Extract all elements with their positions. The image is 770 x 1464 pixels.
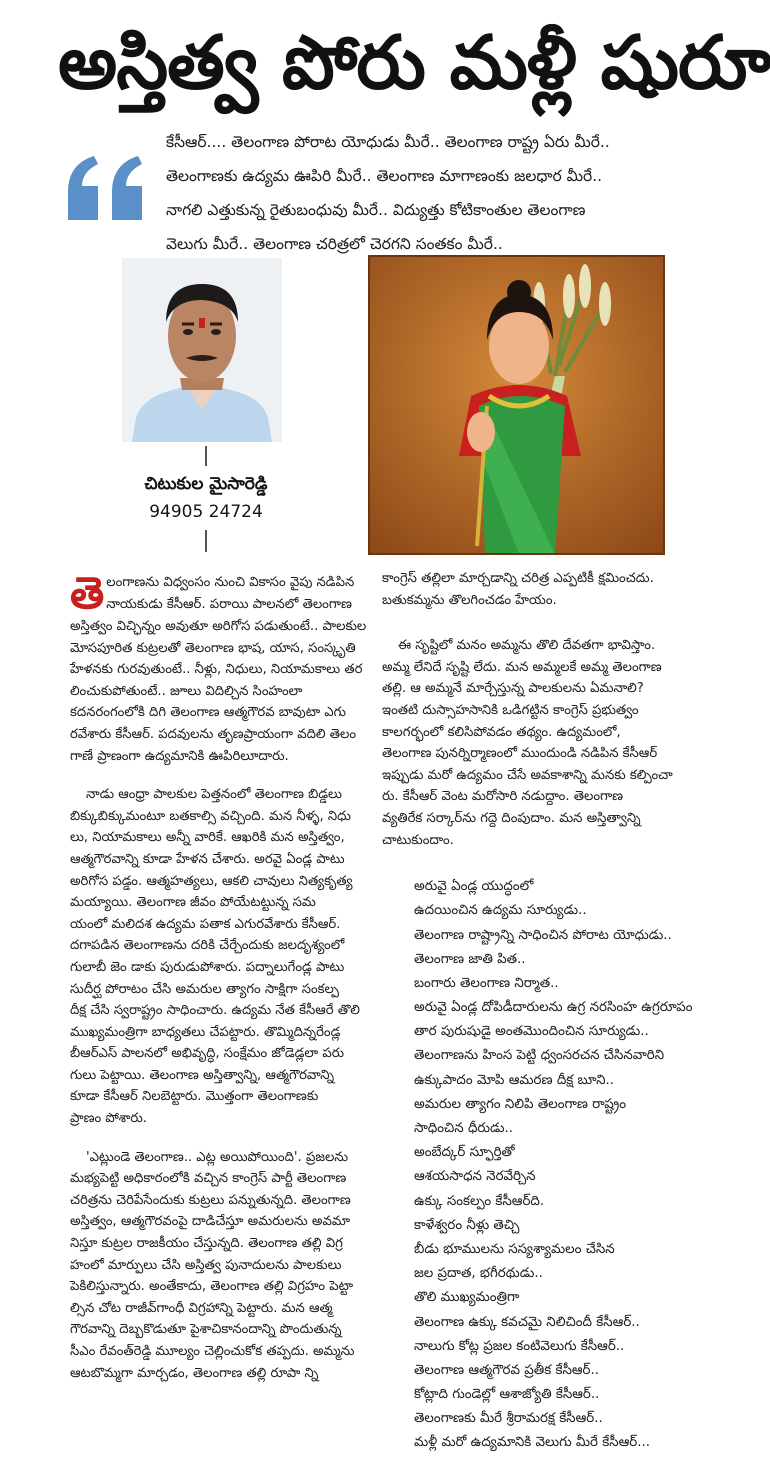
quotation-mark-icon	[64, 150, 150, 226]
text-line: బీఆర్ఎస్ పాలనలో అభివృద్ధి, సంక్షేమం జోడెడ్లలా పరు	[70, 1046, 345, 1062]
text-line: మయ్యాయి. తెలంగాణ జీవం పోయేటట్టున్న సమ	[70, 895, 316, 911]
text-line: కూడా కేసీఆర్ నిలబెట్టారు. మొత్తంగా తెలంగాణకు	[70, 1089, 319, 1105]
text-line: హంలో మార్పులు చేసి అస్తిత్వ పునాదులను పాలకులు	[70, 1257, 342, 1273]
poem-line: అంబేద్కర్ స్ఫూర్తితో	[414, 1145, 515, 1161]
poem-line: ఉదయించిన ఉద్యమ సూర్యుడు..	[414, 903, 587, 919]
text-line: ల్సిన చోట రాజీవ్‌గాంధీ విగ్రహాన్ని పెట్టారు. మన ఆత్మ	[70, 1300, 333, 1316]
text-line: ఇప్పుడు మరో ఉద్యమం చేసే అవకాశాన్ని మనకు కల్పించా	[382, 767, 673, 783]
paragraph	[70, 784, 365, 1130]
poem-line: బంగారు తెలంగాణ నిర్మాత..	[414, 975, 559, 991]
text-line: అమ్మ లేనిదే సృష్టి లేదు. మన అమ్మలకే అమ్మ తెలంగాణ	[382, 659, 662, 675]
text-line: యంలో మలిదశ ఉద్యమ పతాక ఎగురవేశారు కేసీఆర్.	[70, 916, 341, 932]
intro-line: తెలంగాణకు ఉద్యమ ఊపిరి మీరే.. తెలంగాణ మాగాణంకు జలధార మీరే..	[166, 167, 603, 185]
headline: అస్తిత్వ పోరు మళ్లీ షురూ	[58, 20, 770, 106]
text-line: రవేశారు కేసీఆర్. పదవులను తృణప్రాయంగా వదిలి తెలం	[70, 726, 357, 742]
text-line: మభ్యపెట్టి అధికారంలోకి వచ్చిన కాంగ్రెస్ పార్టీ తెలంగాణ	[70, 1171, 347, 1187]
author-name: చిటుకుల మైసారెడ్డి	[144, 474, 268, 494]
text-line: బతుకమ్మను తొలగించడం హేయం.	[382, 592, 557, 608]
poem-line: కాళేశ్వరం నీళ్లు తెచ్చి	[414, 1217, 520, 1233]
poem-line: అరువై ఏండ్ల యుద్ధంలో	[414, 879, 534, 895]
article-column-left	[70, 568, 367, 1384]
paragraph	[382, 635, 673, 851]
author-phone: 94905 24724	[149, 502, 263, 522]
poem-line: కోట్లాది గుండెల్లో ఆశాజ్యోతి కేసీఆర్..	[414, 1387, 600, 1403]
poem-line: మళ్లీ మరో ఉద్యమానికి వెలుగు మీరే కేసీఆర్...	[414, 1435, 651, 1451]
text-line: మోసపూరిత కుట్రలతో తెలంగాణ భాష, యాస, సంస్కృతి	[70, 640, 356, 656]
text-line: చరిత్రను చెరిపేసేందుకు కుట్రలు పన్నుతున్నది. తెలంగాణ	[70, 1192, 351, 1208]
poem-line: తెలంగాణ రాష్ట్రాన్ని సాధించిన పోరాట యోధుడు..	[414, 927, 672, 943]
text-line: గౌరవాన్ని దెబ్బకొడుతూ పైశాచికానందాన్ని పొందుతున్న	[70, 1322, 342, 1338]
text-line: నిస్తూ కుట్రల రాజకీయం చేస్తున్నది. తెలంగాణ తల్లి విగ్ర	[70, 1236, 343, 1252]
text-line: ఇంతటి దుస్సాహసానికి ఒడిగట్టిన కాంగ్రెస్ ప్రభుత్వం	[382, 702, 639, 718]
text-line: తెలంగాణ పునర్నిర్మాణంలో ముందుండి నడిపిన కేసీఆర్	[382, 746, 658, 762]
poem-line: తెలంగాణ జాతి పిత..	[414, 951, 526, 967]
poem-line: తార పురుషుడై అంతమొందించిన సూర్యుడు..	[414, 1024, 649, 1040]
text-line: తల్లి. ఆ అమ్మనే మార్చేస్తున్న పాలకులను ఏమనాలి?	[382, 681, 644, 697]
text-line: ఈ సృష్టిలో మనం అమ్మను తొలి దేవతగా భావిస్తాం.	[398, 638, 656, 654]
author-portrait	[122, 258, 282, 442]
poem-line: ఆశయసాధన నెరవేర్చిన	[414, 1169, 536, 1185]
text-line: 'ఎట్లుండె తెలంగాణ.. ఎట్ల అయిపోయింది'. ప్రజలను	[86, 1149, 349, 1165]
poem-line: నాలుగు కోట్ల ప్రజల కంటివెలుగు కేసీఆర్..	[414, 1338, 625, 1354]
text-line: ఆత్మగౌరవాన్ని కూడా హేళన చేశారు. అరవై ఏండ్ల పాటు	[70, 851, 345, 867]
text-line: ప్రాణం పోశారు.	[70, 1111, 147, 1127]
drop-cap: తె	[70, 568, 105, 619]
intro-quote	[166, 125, 664, 261]
text-line: పెకిలిస్తున్నారు. అంతేకాదు, తెలంగాణ తల్లి విగ్రహం పెట్టా	[70, 1279, 354, 1295]
divider-line	[205, 530, 207, 552]
intro-line: వెలుగు మీరే.. తెలంగాణ చరిత్రలో చెరగని సంతకం మీరే..	[166, 235, 503, 253]
text-line: గులాబీ జెం డాకు పురుడుపోశారు. పద్నాలుగేండ్ల పాటు	[70, 959, 345, 975]
paragraph	[70, 568, 367, 767]
intro-line: కేసీఆర్.... తెలంగాణ పోరాట యోధుడు మీరే.. తెలంగాణ రాష్ట్ర ఏరు మీరే..	[166, 133, 610, 151]
telangana-talli-painting	[369, 256, 664, 554]
poem-line: జల ప్రదాత, భగీరథుడు..	[414, 1266, 543, 1282]
poem-line: ఉక్కుపాదం మోపి ఆమరణ దీక్ష బూని..	[414, 1072, 615, 1088]
text-line: అస్తిత్వం విచ్ఛిన్నం అవుతూ అరిగోస పడుతుంటే.. పాలకుల	[70, 619, 367, 634]
text-line: ముఖ్యమంత్రిగా బాధ్యతలు చేపట్టారు. తొమ్మిదిన్నరేండ్ల	[70, 1024, 341, 1040]
poem	[414, 875, 693, 1456]
text-line: లు, నియామకాలు అన్నీ వారికే. ఆఖరికి మన అస్తిత్వం,	[70, 830, 345, 846]
article-column-right	[382, 568, 693, 1456]
text-line: గులు పెట్టాయి. తెలంగాణ అస్తిత్వాన్ని, ఆత్మగౌరవాన్ని	[70, 1067, 335, 1083]
text-line: సీఎం రేవంత్‌రెడ్డి మూల్యం చెల్లించుకోక తప్పదు. అమ్మను	[70, 1344, 355, 1359]
poem-line: అరువై ఏండ్ల దోపిడీదారులను ఉగ్ర నరసింహ ఉగ్రరూపం	[414, 1000, 693, 1016]
poem-line: తెలంగాణ ఆత్మగౌరవ ప్రతీక కేసీఆర్..	[414, 1362, 600, 1378]
text-line: దీక్ష చేసి స్వరాష్ట్రం సాధించారు. ఉద్యమ నేత కేసీఆరే తొలి	[70, 1003, 360, 1019]
text-line: గాణే ప్రాణంగా ఉద్యమానికి ఊపిరిలూదారు.	[70, 748, 289, 764]
paragraph	[70, 1147, 365, 1385]
text-line: కాలగర్భంలో కలిసిపోవడం తథ్యం. ఉద్యమంలో,	[382, 724, 621, 740]
divider-line	[205, 446, 207, 466]
text-line: వ్యతిరేక సర్కార్‌ను గద్దె దింపుదాం. మన అస్తిత్వాన్ని	[382, 810, 641, 826]
intro-line: నాగలి ఎత్తుకున్న రైతుబంధువు మీరే.. విద్యుత్తు కోటికాంతుల తెలంగాణ	[166, 201, 586, 219]
text-line: బిక్కుబిక్కుమంటూ బతకాల్సి వచ్చింది. మన నీళ్ళ, నిధు	[70, 808, 351, 824]
poem-line: అమరుల త్యాగం నిలిపి తెలంగాణ రాష్ట్రం	[414, 1096, 627, 1112]
text-line: లంగాణను విధ్వంసం నుంచి వికాసం వైపు నడిపిన	[106, 575, 355, 590]
poem-line: సాధించిన ధీరుడు..	[414, 1121, 514, 1136]
poem-line: తెలంగాణ ఉక్కు కవచమై నిలిచిందీ కేసీఆర్..	[414, 1314, 640, 1330]
text-line: అరిగోస పడ్డం. ఆత్మహత్యలు, ఆకలి చావులు నిత్యకృత్య	[70, 873, 353, 889]
text-line: లించుకుపోతుంటే.. జూలు విదిల్చిన సింహంలా	[70, 683, 303, 699]
text-line: రు. కేసీఆర్ వెంట మరోసారి నడుద్దాం. తెలంగాణ	[382, 789, 624, 805]
text-line: నాయకుడు కేసీఆర్. పరాయి పాలనలో తెలంగాణ	[106, 596, 352, 612]
poem-line: తొలి ముఖ్యమంత్రిగా	[414, 1290, 520, 1306]
text-line: కదనరంగంలోకి దిగి తెలంగాణ ఆత్మగౌరవ బావుటా ఎగు	[70, 705, 346, 721]
poem-line: బీడు భూములను సస్యశ్యామలం చేసిన	[414, 1241, 615, 1257]
poem-line: తెలంగాణను హింస పెట్టి ధ్వంసరచన చేసినవారిని	[414, 1048, 665, 1064]
text-line: దగాపడిన తెలంగాణను దరికి చేర్చేందుకు జలదృశ్యంలో	[70, 938, 345, 954]
text-line: కాంగ్రెస్ తల్లిలా మార్చడాన్ని చరిత్ర ఎప్పటికీ క్షమించదు.	[382, 571, 654, 586]
poem-line: తెలంగాణకు మీరే శ్రీరామరక్ష కేసీఆర్..	[414, 1411, 603, 1427]
text-line: ఆటబొమ్మగా మార్చడం, తెలంగాణ తల్లి రూపా న్ని	[70, 1365, 319, 1381]
paragraph	[382, 568, 664, 611]
text-line: నాడు ఆంధ్రా పాలకుల పెత్తనంలో తెలంగాణ బిడ్డలు	[86, 787, 342, 803]
text-line: సుదీర్ఘ పోరాటం చేసి అమరుల త్యాగం సాక్షిగా సంకల్ప	[70, 981, 339, 997]
poem-line: ఉక్కు సంకల్పం కేసీఆర్‌ది.	[414, 1193, 545, 1209]
text-line: హేళనకు గురవుతుంటే.. నీళ్లు, నిధులు, నియామకాలు తర	[70, 662, 363, 678]
text-line: అస్తిత్వం, ఆత్మగౌరవంపై దాడిచేస్తూ అమరులను అవమా	[70, 1214, 351, 1230]
text-line: చాటుకుందాం.	[382, 832, 454, 848]
